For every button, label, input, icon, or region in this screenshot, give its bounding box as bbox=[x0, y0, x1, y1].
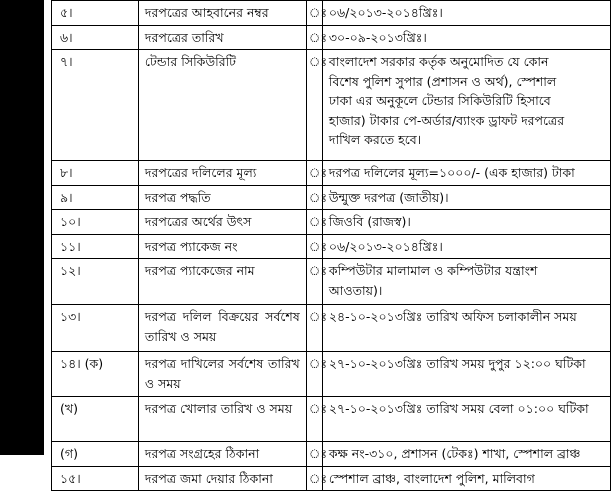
row-number: (খ) bbox=[52, 397, 139, 442]
field-label: দরপত্র দলিল বিক্রয়ের সর্বশেষ তারিখ ও সময় bbox=[138, 305, 306, 352]
value-line: ঢাকা এর অনুকূলে টেন্ডার সিকিউরিটি হিসাবে bbox=[328, 93, 551, 108]
colon-separator: ঃ bbox=[306, 305, 322, 352]
colon-separator: ঃ bbox=[306, 397, 322, 442]
field-value: দরপত্র দলিলের মূল্য=১০০০/- (এক হাজার) টাকা bbox=[322, 161, 610, 186]
colon-separator: ঃ bbox=[306, 352, 322, 397]
field-label: দরপত্র পদ্ধতি bbox=[138, 185, 306, 210]
table-row bbox=[52, 234, 611, 259]
row-number: ৮। bbox=[52, 161, 139, 186]
colon-separator: ঃ bbox=[306, 1, 322, 26]
row-number: ১০। bbox=[52, 210, 139, 235]
field-label: দরপত্রের আহবানের নম্বর bbox=[138, 1, 306, 26]
table-row bbox=[52, 185, 611, 210]
row-number: ৭। bbox=[52, 50, 139, 161]
field-value: ০৬/২০১৩-২০১৪খ্রিঃ। bbox=[322, 1, 610, 26]
colon-separator: ঃ bbox=[306, 161, 322, 186]
colon-separator: ঃ bbox=[306, 25, 322, 50]
value-line: হাজার) টাকার পে-অর্ডার/ব্যাংক ড্রাফট দরপত্রের bbox=[328, 112, 565, 128]
table-row bbox=[52, 466, 611, 491]
colon-separator: ঃ bbox=[306, 50, 322, 161]
value-line: বাংলাদেশ সরকার কর্তৃক অনুমোদিত যে কোন bbox=[328, 54, 549, 69]
table-row bbox=[52, 161, 611, 186]
field-value: ২৭-১০-২০১৩খ্রিঃ তারিখ সময় বেলা ০১:০০ ঘটিকা bbox=[322, 397, 610, 442]
colon-separator: ঃ bbox=[306, 466, 322, 491]
tender-notice-table bbox=[51, 0, 611, 491]
field-label: দরপত্রের দলিলের মূল্য bbox=[138, 161, 306, 186]
row-number: (গ) bbox=[52, 442, 139, 467]
row-number: ১১। bbox=[52, 234, 139, 259]
table-row bbox=[52, 442, 611, 467]
colon-separator: ঃ bbox=[306, 185, 322, 210]
field-value bbox=[322, 259, 610, 305]
field-value: ৩০-০৯-২০১৩খ্রিঃ। bbox=[322, 25, 610, 50]
field-label: দরপত্র প্যাকেজের নাম bbox=[138, 259, 306, 305]
table-row bbox=[52, 1, 611, 26]
field-label: দরপত্র সংগ্রহের ঠিকানা bbox=[138, 442, 306, 467]
table-row bbox=[52, 352, 611, 397]
value-line: দাখিল করতে হবে। bbox=[328, 132, 422, 147]
field-value: ২৪-১০-২০১৩খ্রিঃ তারিখ অফিস চলাকালীন সময় bbox=[322, 305, 610, 352]
value-line: বিশেষ পুলিশ সুপার (প্রশাসন ও অর্থ), স্পেশাল bbox=[328, 73, 557, 89]
row-number: ১২। bbox=[52, 259, 139, 305]
table-row bbox=[52, 305, 611, 352]
colon-separator: ঃ bbox=[306, 259, 322, 305]
row-number: ১৩। bbox=[52, 305, 139, 352]
field-label: দরপত্রের তারিখ bbox=[138, 25, 306, 50]
field-label: দরপত্রের অর্থের উৎস bbox=[138, 210, 306, 235]
field-value: ২৭-১০-২০১৩খ্রিঃ তারিখ সময় দুপুর ১২:০০ ঘটিকা bbox=[322, 352, 610, 397]
field-label: দরপত্র প্যাকেজ নং bbox=[138, 234, 306, 259]
value-line: আওতায়)। bbox=[328, 282, 383, 298]
field-value: উন্মুক্ত দরপত্র (জাতীয়)। bbox=[322, 185, 610, 210]
field-label: দরপত্র দাখিলের সর্বশেষ তারিখ ও সময় bbox=[138, 352, 306, 397]
field-label: টেন্ডার সিকিউরিটি bbox=[138, 50, 306, 161]
table-row bbox=[52, 397, 611, 442]
table-row bbox=[52, 25, 611, 50]
row-number: ১৫। bbox=[52, 466, 139, 491]
table-row bbox=[52, 210, 611, 235]
value-line: কম্পিউটার মালামাল ও কম্পিউটার যন্ত্রাংশ bbox=[328, 263, 538, 278]
field-label: দরপত্র খোলার তারিখ ও সময় bbox=[138, 397, 306, 442]
field-value: ০৬/২০১৩-২০১৪খ্রিঃ। bbox=[322, 234, 610, 259]
table-row bbox=[52, 50, 611, 161]
colon-separator: ঃ bbox=[306, 442, 322, 467]
colon-separator: ঃ bbox=[306, 234, 322, 259]
table-row bbox=[52, 259, 611, 305]
left-black-bar bbox=[0, 0, 44, 455]
field-value: কক্ষ নং-৩১০, প্রশাসন (টেকঃ) শাখা, স্পেশাল ব্রাঞ্চ bbox=[322, 442, 610, 467]
field-value: জিওবি (রাজস্ব)। bbox=[322, 210, 610, 235]
field-value: স্পেশাল ব্রাঞ্চ, বাংলাদেশ পুলিশ, মালিবাগ bbox=[322, 466, 610, 491]
row-number: ১৪। (ক) bbox=[52, 352, 139, 397]
row-number: ৯। bbox=[52, 185, 139, 210]
colon-separator: ঃ bbox=[306, 210, 322, 235]
row-number: ৫। bbox=[52, 1, 139, 26]
field-label: দরপত্র জমা দেয়ার ঠিকানা bbox=[138, 466, 306, 491]
field-value bbox=[322, 50, 610, 161]
row-number: ৬। bbox=[52, 25, 139, 50]
